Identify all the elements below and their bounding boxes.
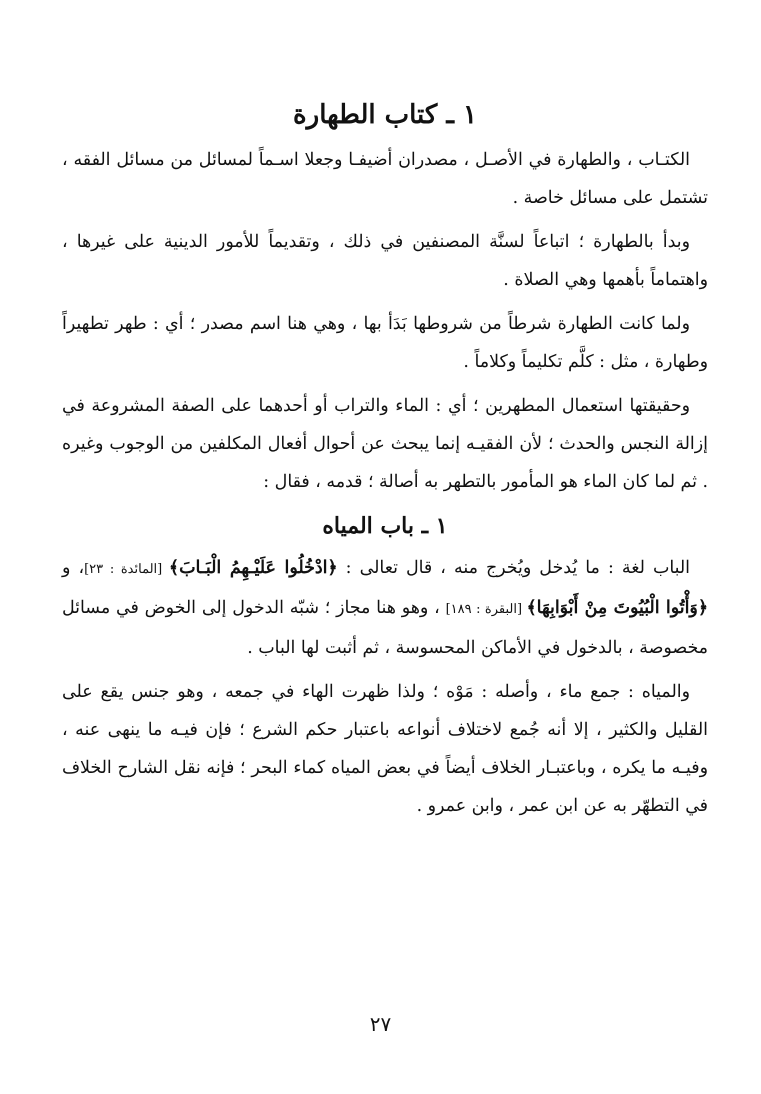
bab-lead-text: الباب لغة : ما يُدخل ويُخرج منه ، قال تعالى : (337, 558, 690, 578)
verse-reference-1: [المائدة : ٢٣] (84, 562, 169, 577)
verse-reference-2: [البقرة : ١٨٩] (445, 602, 527, 617)
intro-paragraph-2: وبدأ بالطهارة ؛ اتباعاً لسنَّة المصنفين في ذلك ، وتقديماً للأمور الدينية على غيرها ، واهتماماً بأهمها وهي الصلاة . (62, 232, 708, 290)
section-title: ١ ـ باب المياه (322, 513, 448, 539)
intro-paragraph-3: ولما كانت الطهارة شرطاً من شروطها بَدَأ بها ، وهي هنا اسم مصدر ؛ أي : طهر تطهيراً وطهارة ، مثل : كلَّم تكليماً وكلاماً . (62, 314, 708, 372)
intro-paragraph-4: وحقيقتها استعمال المطهرين ؛ أي : الماء والتراب أو أحدهما على الصفة المشروعة في إزالة النجس والحدث ؛ لأن الفقيـه إنما يبحث عن أحوال أفعال المكلفين من الوجوب وغيره . ثم لما كان الماء هو المأمور بالتطهر به أصالة ؛ قدمه ، فقال : (62, 396, 708, 492)
bab-paragraph (62, 549, 708, 667)
quran-verse-1: ﴿ادْخُلُوا عَلَيْـهِمُ الْبَـابَ﴾ (168, 558, 338, 578)
quran-verse-2: ﴿وَأْتُوا الْبُيُوتَ مِنْ أَبْوَابِهَا﴾ (526, 598, 709, 618)
chapter-title: ١ ـ كتاب الطهارة (293, 100, 477, 130)
bab-mid-text: ، و (62, 558, 85, 578)
water-paragraph: والمياه : جمع ماء ، وأصله : مَوْه ؛ ولذا ظهرت الهاء في جمعه ، وهو جنس يقع على القليل والكثير ، إلا أنه جُمع لاختلاف أنواعه باعتبار حكم الشرع ؛ فإن فيـه ما ينهى عنه ، وفيـه ما يكره ، وباعتبـار الخلاف أيضاً في بعض المياه كماء البحر ؛ فإنه نقل الشارح الخلاف في التطهّر به عن ابن عمر ، وابن عمرو . (62, 682, 708, 816)
page-number: ٢٧ (369, 1012, 392, 1036)
bab-tail-text: ، وهو هنا مجاز ؛ شبّه الدخول إلى الخوض في مسائل مخصوصة ، بالدخول في الأماكن المحسوسة ، ثم أثبت لها الباب . (62, 598, 708, 658)
page-body (62, 95, 708, 1075)
intro-paragraph-1: الكتـاب ، والطهارة في الأصـل ، مصدران أضيفـا وجعلا اسـماً لمسائل من مسائل الفقه ، تشتمل على مسائل خاصة . (62, 150, 708, 208)
